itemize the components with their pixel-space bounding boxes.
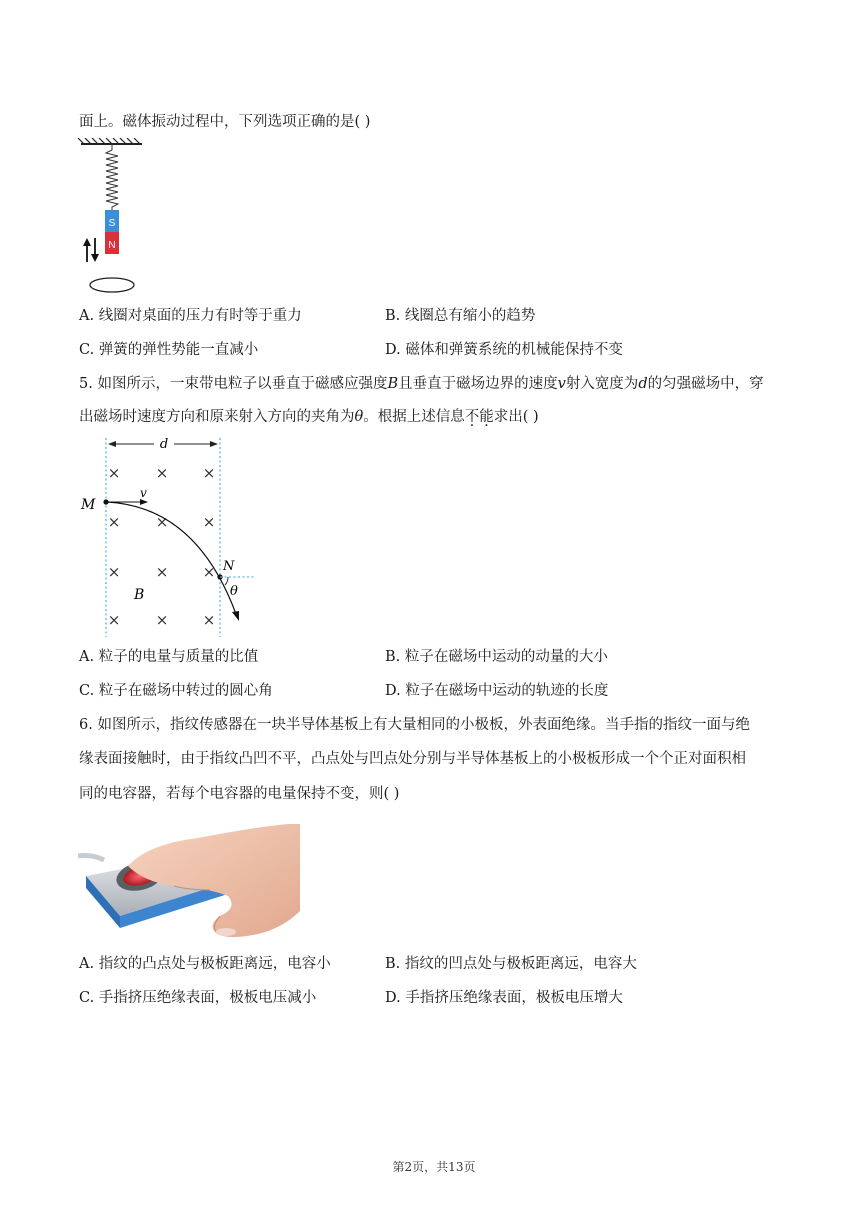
q5-option-b: B. 粒子在磁场中运动的动量的大小 bbox=[385, 649, 608, 665]
spring-magnet-figure bbox=[76, 138, 150, 298]
angle-theta-label: θ bbox=[230, 584, 238, 599]
field-cross: × bbox=[107, 513, 121, 531]
q4-option-d: D. 磁体和弹簧系统的机械能保持不变 bbox=[385, 342, 623, 358]
velocity-v-label: v bbox=[140, 486, 147, 500]
q4-option-c: C. 弹簧的弹性势能一直减小 bbox=[79, 342, 259, 358]
field-b-label: B bbox=[134, 587, 145, 603]
field-cross: × bbox=[107, 464, 121, 482]
field-cross: × bbox=[155, 611, 169, 629]
field-cross: × bbox=[107, 563, 121, 581]
magnetic-field-figure bbox=[76, 432, 266, 642]
q6-stem-line2: 缘表面接触时，由于指纹凸凹不平，凸点处与凹点处分别与半导体基板上的小极板形成一个个正对面积相 bbox=[79, 751, 746, 767]
field-cross: × bbox=[155, 464, 169, 482]
q5-stem-line1: 5. 如图所示，一束带电粒子以垂直于磁感应强度B且垂直于磁场边界的速度v射入宽度为d的匀强磁场中，穿 bbox=[79, 376, 764, 392]
q4-option-a: A. 线圈对桌面的压力有时等于重力 bbox=[79, 308, 302, 324]
field-cross: × bbox=[202, 513, 216, 531]
field-cross: × bbox=[202, 464, 216, 482]
field-cross: × bbox=[155, 513, 169, 531]
q6-option-c: C. 手指挤压绝缘表面，极板电压减小 bbox=[79, 990, 317, 1006]
q4-option-b: B. 线圈总有缩小的趋势 bbox=[385, 308, 536, 324]
q5-option-c: C. 粒子在磁场中转过的圆心角 bbox=[79, 683, 273, 699]
point-m-label: M bbox=[81, 497, 96, 513]
q6-option-b: B. 指纹的凹点处与极板距离远，电容大 bbox=[385, 956, 637, 972]
q6-option-d: D. 手指挤压绝缘表面，极板电压增大 bbox=[385, 990, 623, 1006]
q5-option-a: A. 粒子的电量与质量的比值 bbox=[79, 649, 259, 665]
magnet-n-label: N bbox=[108, 240, 116, 251]
field-cross: × bbox=[202, 563, 216, 581]
question-intro-line: 面上。磁体振动过程中，下列选项正确的是( ) bbox=[79, 114, 371, 130]
q5-option-d: D. 粒子在磁场中运动的轨迹的长度 bbox=[385, 683, 609, 699]
q6-option-a: A. 指纹的凸点处与极板距离远，电容小 bbox=[79, 956, 331, 972]
magnet-s-label: S bbox=[108, 218, 116, 229]
point-n-label: N bbox=[223, 559, 235, 574]
q6-stem-line3: 同的电容器，若每个电容器的电量保持不变，则( ) bbox=[79, 786, 400, 802]
fingerprint-sensor-photo bbox=[78, 816, 300, 944]
width-d-label: d bbox=[159, 437, 169, 452]
field-cross: × bbox=[107, 611, 121, 629]
q5-stem-line2: 出磁场时速度方向和原来射入方向的夹角为θ。根据上述信息不能求出( ) bbox=[79, 409, 539, 425]
page-number-footer: 第2页，共13页 bbox=[392, 1160, 476, 1174]
field-cross: × bbox=[202, 611, 216, 629]
field-cross: × bbox=[155, 563, 169, 581]
q6-stem-line1: 6. 如图所示，指纹传感器在一块半导体基板上有大量相同的小极板，外表面绝缘。当手指的指纹一面与绝 bbox=[79, 717, 750, 733]
